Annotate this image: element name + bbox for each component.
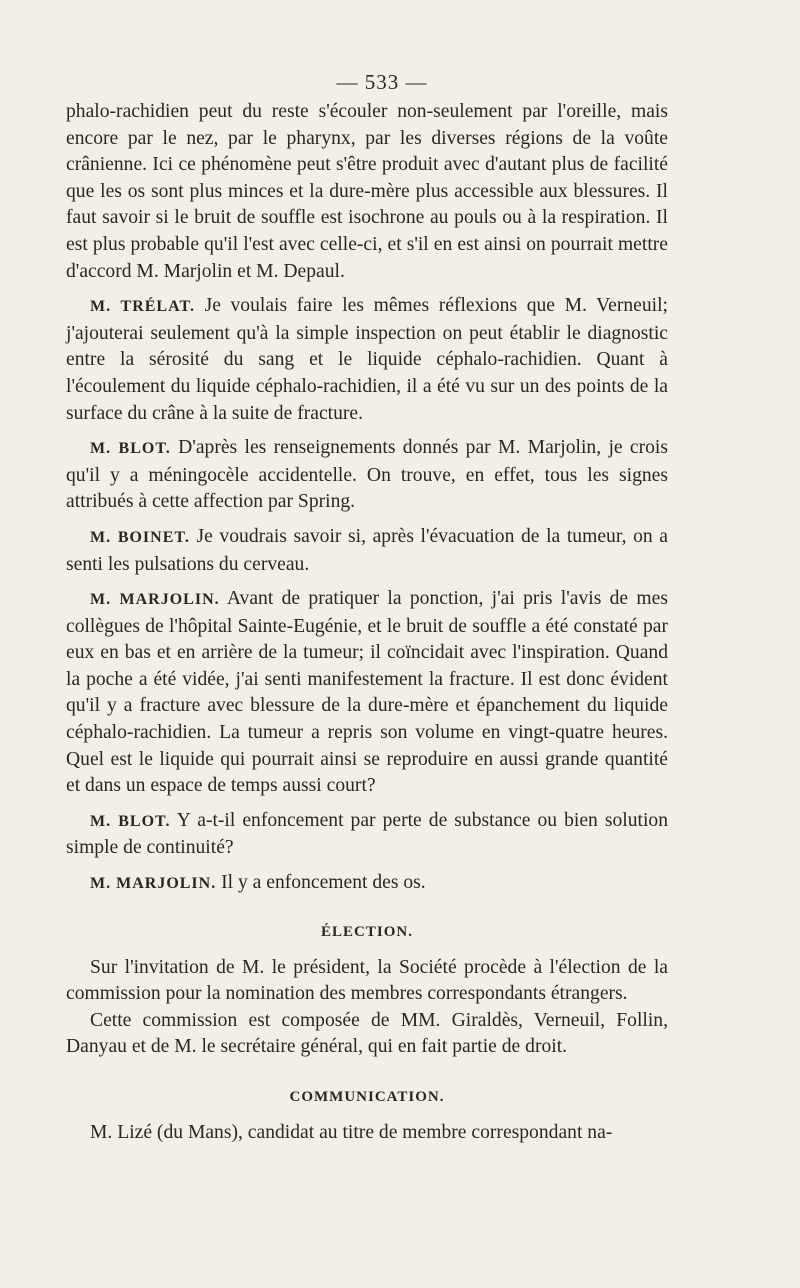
- speaker-name: M. BOINET.: [90, 528, 190, 546]
- speaker-name: M. TRÉLAT.: [90, 298, 195, 316]
- speech-text: Je voudrais savoir si, après l'évacuation de la tumeur, on a senti les pulsations du cerveau.: [66, 525, 668, 575]
- section-heading-communication: COMMUNICATION.: [289, 1089, 445, 1105]
- intervention-marjolin-2: [66, 870, 668, 898]
- page-number: — 533 —: [336, 70, 428, 94]
- election-paragraph-1: Sur l'invitation de M. le président, la Société procède à l'élection de la commission pour la nomination des membres correspondants étrangers.: [66, 956, 668, 1005]
- speaker-name: M. MARJOLIN.: [90, 875, 217, 893]
- speech-text: Je voulais faire les mêmes réflexions que M. Verneuil; j'ajouterai seulement qu'à la simple inspection on peut établir le diagnostic entre la sérosité du sang et le liquide céphalo-rachidien. Quant à l'écoulement du liquide céphalo-rachidien, il a été vu sur un des points de la surface du crâne à la suite de fracture.: [66, 295, 669, 424]
- speech-text: D'après les renseignements donnés par M. Marjolin, je crois qu'il y a méningocèle accidentelle. On trouve, en effet, tous les signes attribués à cette affection par Spring.: [66, 437, 668, 513]
- election-paragraph-2: Cette commission est composée de MM. Giraldès, Verneuil, Follin, Danyau et de M. le secrétaire général, qui en fait partie de droit.: [66, 1009, 668, 1058]
- intervention-blot-2: [66, 808, 668, 862]
- intervention-trelat: [66, 293, 668, 427]
- speech-text: Avant de pratiquer la ponction, j'ai pris l'avis de mes collègues de l'hôpital Sainte-Eugénie, et le bruit de souffle a été constaté par eux en bas et en arrière de la tumeur; il coïncidait avec l'inspiration. Quand la poche a été vidée, j'ai senti manifestement la fracture. Il est donc évident qu'il y a fracture avec blessure de la dure-mère et épanchement du liquide céphalo-rachidien. La tumeur a repris son volume en vingt-quatre heures. Quel est le liquide qui pourrait ainsi se reproduire en aussi grande quantité et dans un espace de temps aussi court?: [66, 588, 668, 797]
- intro-paragraph: phalo-rachidien peut du reste s'écouler non-seulement par l'oreille, mais encore par le nez, par le pharynx, par les diverses régions de la voûte crânienne. Ici ce phénomène peut s'être produit avec d'autant plus de facilité que les os sont plus minces et la dure-mère plus accessible aux blessures. Il faut savoir si le bruit de souffle est isochrone au pouls ou à la respiration. Il est plus probable qu'il l'est avec celle-ci, et s'il en est ainsi on pourrait mettre d'accord M. Marjolin et M. Depaul.: [66, 101, 668, 282]
- intervention-blot: [66, 435, 668, 516]
- speech-text: Y a-t-il enfoncement par perte de substance ou bien solution simple de continuité?: [66, 809, 668, 859]
- section-heading-election: ÉLECTION.: [321, 923, 413, 940]
- communication-paragraph-1: M. Lizé (du Mans), candidat au titre de membre correspondant na-: [90, 1122, 613, 1143]
- speech-text: Il y a enfoncement des os.: [221, 872, 426, 894]
- intervention-boinet: [66, 524, 668, 578]
- speaker-name: M. BLOT.: [90, 440, 171, 458]
- speaker-name: M. BLOT.: [90, 812, 171, 830]
- speaker-name: M. MARJOLIN.: [90, 591, 220, 609]
- intervention-marjolin: [66, 586, 668, 800]
